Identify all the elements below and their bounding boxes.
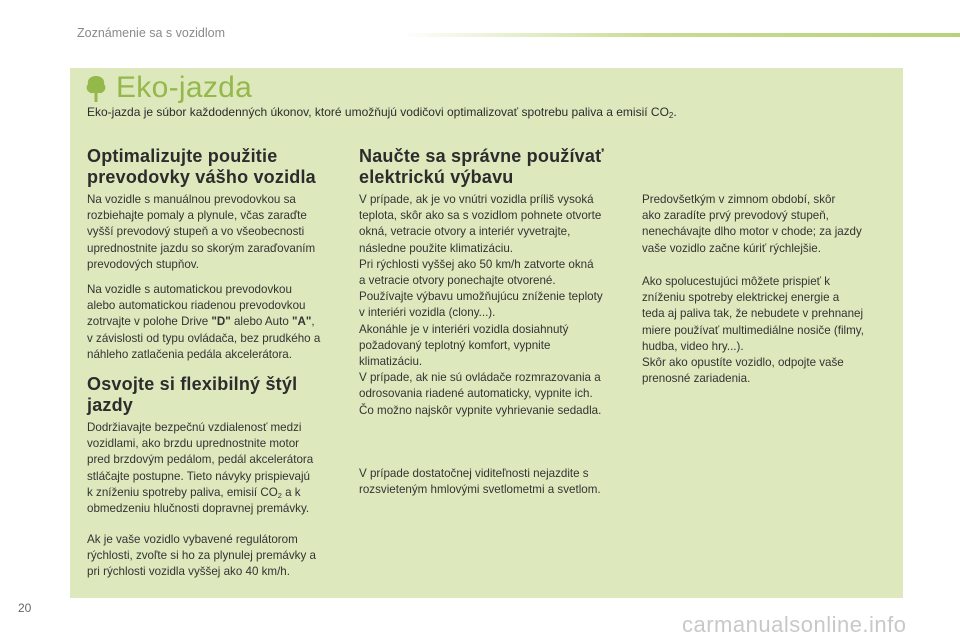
page-header-title: Zoznámenie sa s vozidlom	[77, 26, 225, 40]
heading-naucte-sa: Naučte sa správne používať elektrickú výbavu	[359, 146, 604, 187]
paragraph-manual-gearbox: Na vozidle s manuálnou prevodovkou sa rozbiehajte pomaly a plynule, včas zaraďte vyšší prevodový stupeň a vo všeobecnosti uprednostnite jazdu so skorým zaraďovaním prevodových stupňov.	[87, 193, 316, 271]
page-number: 20	[18, 601, 32, 615]
tree-icon	[85, 75, 107, 103]
header-divider	[400, 33, 960, 37]
paragraph-air-conditioning: V prípade, ak je vo vnútri vozidla príliš vysoká teplota, skôr ako sa s vozidlom pohnete otvorte okná, vetracie otvory a interiér vyvetrajte, následne použite klimatizáciu. Pri rýchlosti vyššej ako 50 km/h zatvorte okná a vetracie otvory ponechajte otvorené. Používajte výbavu umožňujúcu zníženie teploty v interiéri vozidla (clony...). Akonáhle je v interiéri vozidla dosiahnutý požadovaný teplotný komfort, vypnite klimatizáciu. V prípade, ak nie sú ovládače rozmrazovania a odrosovania riadené automaticky, vypnite ich. Čo možno najskôr vypnite vyhrievanie sedadla.	[359, 193, 603, 417]
section-heading-eko-jazda: Eko-jazda	[116, 71, 253, 104]
heading-osvojte: Osvojte si flexibilný štýl jazdy	[87, 374, 298, 415]
paragraph-cruise-control: Ak je vaše vozidlo vybavené regulátorom rýchlosti, zvoľte si ho za plynulej premávky a pri rýchlosti vozidla vyššej ako 40 km/h.	[87, 533, 316, 579]
paragraph-fog-lights: V prípade dostatočnej viditeľnosti nejazdite s rozsvieteným hmlovými svetlometmi a svetlom.	[359, 467, 601, 497]
paragraph-automatic-gearbox: Na vozidle s automatickou prevodovkou alebo automatickou riadenou prevodovkou zotrvajte v polohe Drive "D" alebo Auto "A", v závislosti od typu ovládača, bez prudkého a náhleho zatlačenia pedála akcelerátora.	[87, 283, 321, 361]
watermark: carmanualsonline.info	[682, 612, 907, 637]
heading-optimalizujte: Optimalizujte použitie prevodovky vášho vozidla	[87, 146, 316, 187]
paragraph-flexible-driving: Dodržiavajte bezpečnú vzdialenosť medzi vozidlami, ako brzdu uprednostnite motor pred brzdovým pedálom, pedál akcelerátora stláčajte postupne. Tieto návyky prispievajú k zníženiu spotreby paliva, emisií $CO_2$ a k obmedzeniu hlučnosti dopravnej premávky.	[87, 421, 314, 516]
intro-text: Eko-jazda je súbor každodenných úkonov, ktoré umožňujú vodičovi optimalizovať spotrebu paliva a emisií $CO_2$.	[87, 105, 677, 120]
paragraph-winter-engine: Predovšetkým v zimnom období, skôr ako zaradíte prvý prevodový stupeň, nenechávajte dlho motor v chode; za jazdy vaše vozidlo začne kúriť rýchlejšie.	[642, 193, 862, 255]
paragraph-passenger-devices: Ako spolucestujúci môžete prispieť k zníženiu spotreby elektrickej energie a teda aj paliva tak, že nebudete v prehnanej miere používať multimediálne nosiče (filmy, hudba, video hry...). Skôr ako opustíte vozidlo, odpojte vaše prenosné zariadenia.	[642, 275, 864, 386]
